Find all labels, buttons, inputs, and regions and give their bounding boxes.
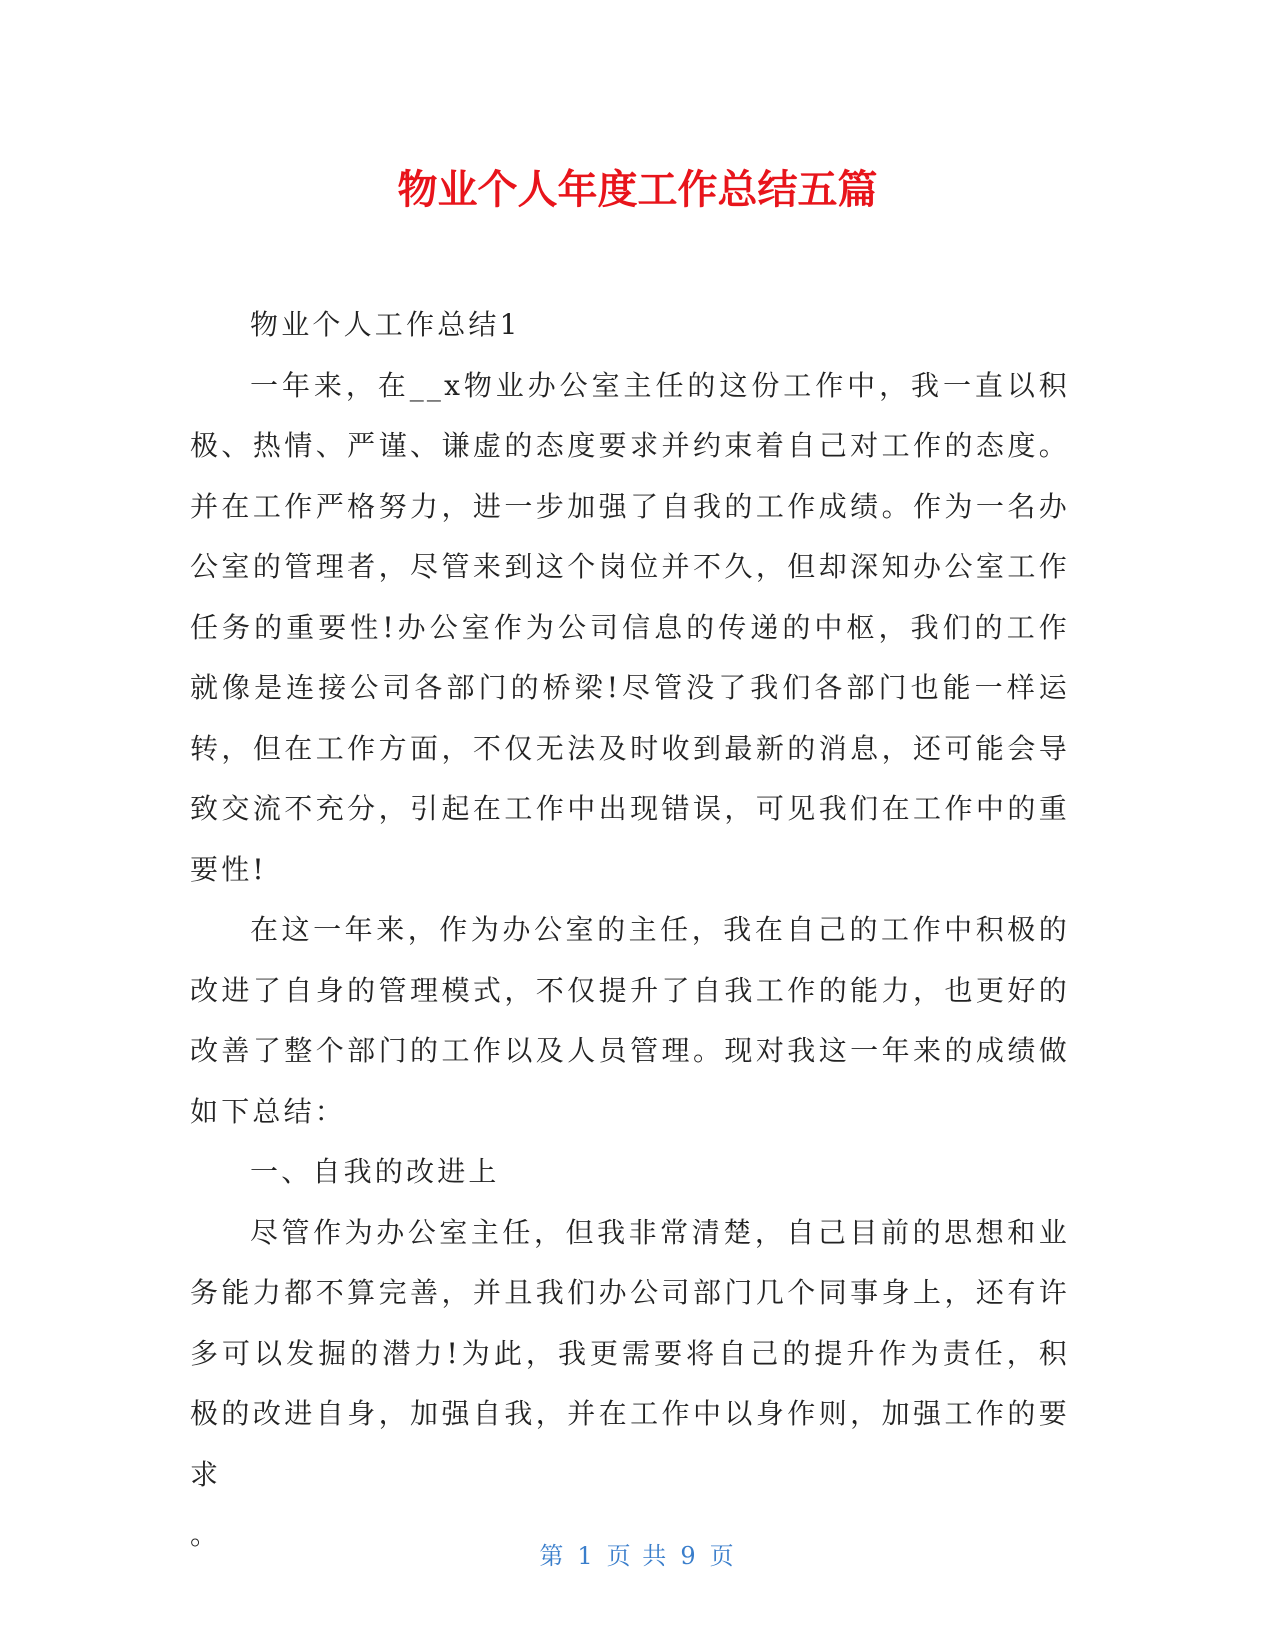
body-paragraph: 一年来，在__x物业办公室主任的这份工作中，我一直以积极、热情、严谨、谦虚的态度要求并约束着自己对工作的态度。并在工作严格努力，进一步加强了自我的工作成绩。作为一名办公室的管理者，尽管来到这个岗位并不久，但却深知办公室工作任务的重要性!办公室作为公司信息的传递的中枢，我们的工作就像是连接公司各部门的桥梁!尽管没了我们各部门也能一样运转，但在工作方面，不仅无法及时收到最新的消息，还可能会导致交流不充分，引起在工作中出现错误，可见我们在工作中的重要性! [190, 368, 1070, 886]
section-heading: 物业个人工作总结1 [250, 308, 521, 341]
footer-middle: 页 共 [606, 1542, 669, 1570]
document-body [190, 295, 1070, 1566]
page-footer [0, 1538, 1275, 1574]
body-paragraph: 在这一年来，作为办公室的主任，我在自己的工作中积极的改进了自身的管理模式，不仅提升了自我工作的能力，也更好的改善了整个部门的工作以及人员管理。现对我这一年来的成绩做如下总结： [190, 913, 1070, 1128]
footer-total-pages: 9 [680, 1542, 698, 1570]
body-paragraph: 尽管作为办公室主任，但我非常清楚，自己目前的思想和业务能力都不算完善，并且我们办公司部门几个同事身上，还有许多可以发掘的潜力!为此，我更需要将自己的提升作为责任，积极的改进自身，加强自我，并在工作中以身作则，加强工作的要求 [190, 1215, 1070, 1491]
sub-heading: 一、自我的改进上 [250, 1155, 500, 1188]
page-title: 物业个人年度工作总结五篇 [397, 167, 878, 213]
trailing-punctuation: 。 [190, 1518, 219, 1551]
footer-prefix: 第 [539, 1542, 566, 1570]
footer-current-page: 1 [577, 1542, 595, 1570]
footer-suffix: 页 [709, 1542, 736, 1570]
